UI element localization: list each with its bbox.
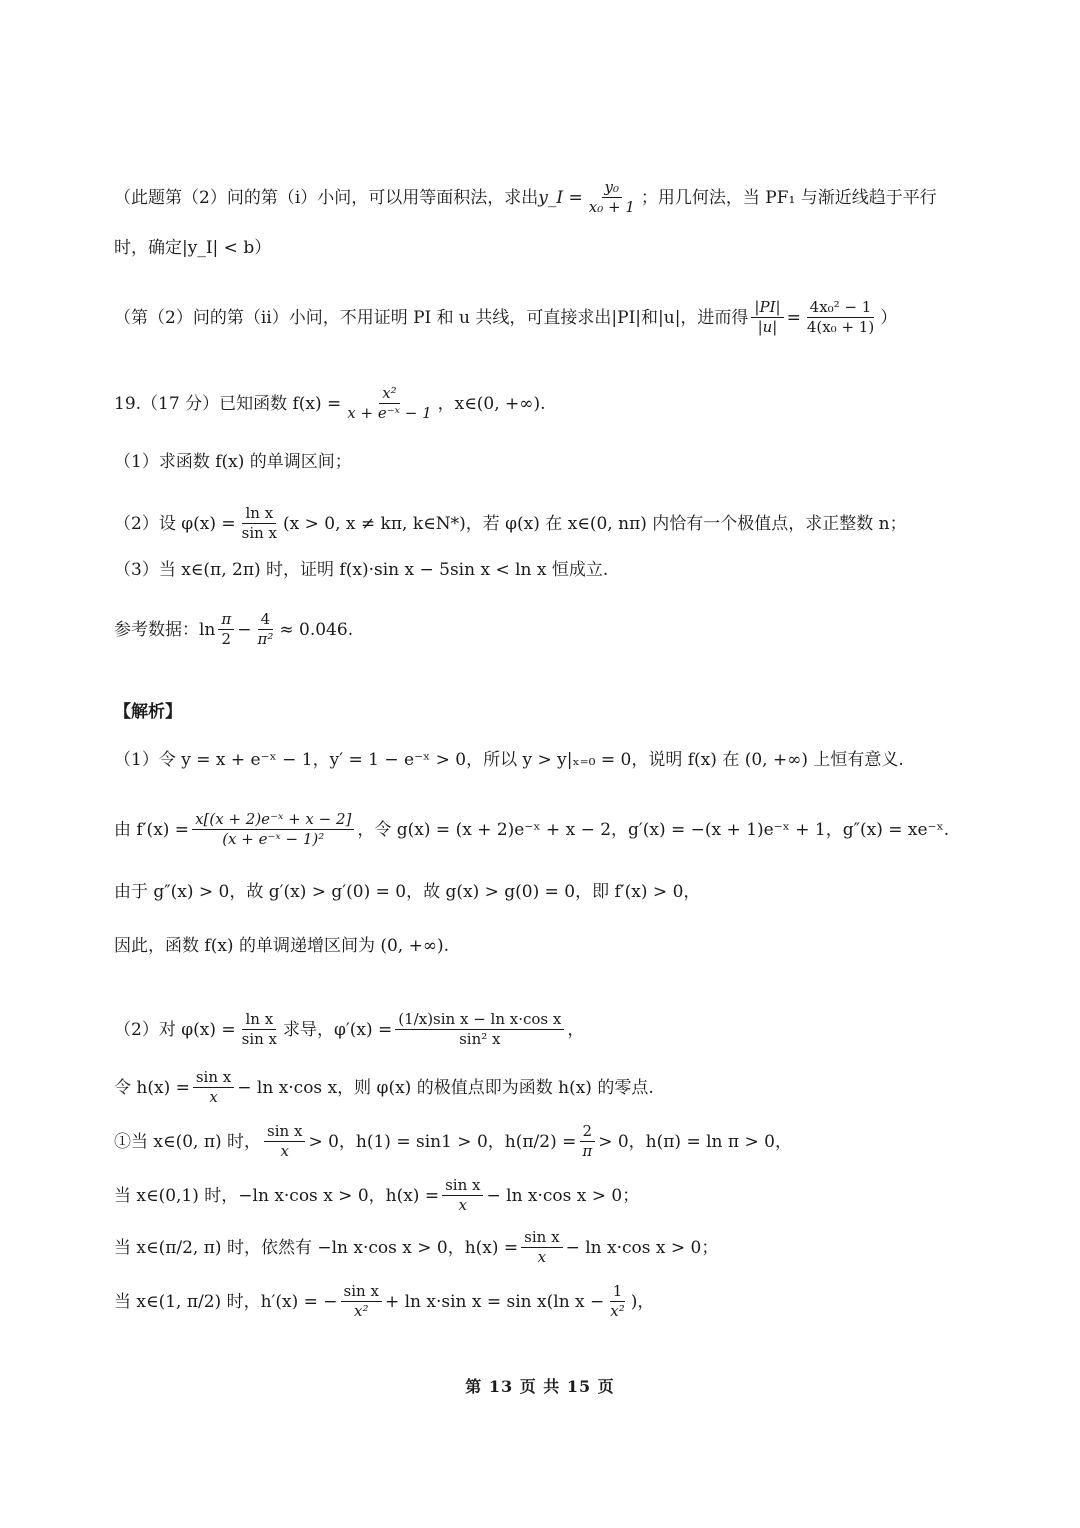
fraction-denominator: (x + e⁻ˣ − 1)² (222, 830, 325, 848)
fraction-numerator: (1/x)sin x − ln x·cos x (395, 1010, 564, 1030)
solution-step-4 (114, 934, 974, 958)
fraction-denominator: 4(x₀ + 1) (806, 318, 875, 336)
fraction-numerator: sin x (264, 1122, 305, 1142)
solution-step-7 (114, 1122, 974, 1161)
q19-part2-fraction (239, 504, 280, 543)
fraction-denominator: sin x (241, 1030, 278, 1048)
solution-step-7-fraction-2 (579, 1122, 595, 1161)
fraction-numerator: 4 (258, 610, 274, 630)
fraction-numerator: |PI| (751, 298, 783, 318)
q19-part3 (114, 558, 974, 582)
fraction-numerator: x[(x + 2)e⁻ˣ + x − 2] (192, 810, 354, 830)
fraction-denominator: |u| (757, 318, 778, 336)
solution-step-3 (114, 880, 974, 904)
solution-step-10-fraction-1 (341, 1282, 382, 1321)
fraction-denominator: x (280, 1142, 289, 1160)
solution-step-2-fraction (192, 810, 354, 849)
solution-step-5-text-a: （2）对 φ(x) = (114, 1019, 236, 1040)
fraction-denominator: x (209, 1088, 218, 1106)
fraction-denominator: x² (610, 1302, 625, 1320)
solution-step-7-text-b: > 0，h(1) = sin1 > 0，h(π/2) = (308, 1131, 577, 1152)
fraction-denominator: sin² x (459, 1030, 501, 1048)
note2-fraction-1 (751, 298, 783, 337)
fraction-denominator: sin x (241, 524, 278, 542)
solution-title-text: 【解析】 (114, 702, 182, 722)
fraction-denominator: x₀ + 1 (588, 198, 635, 216)
page-footer: 第 13 页 共 15 页 (465, 1377, 615, 1396)
solution-step-8-text-a: 当 x∈(0,1) 时，−ln x·cos x > 0，h(x) = (114, 1185, 440, 1206)
fraction-numerator: y₀ (602, 178, 623, 198)
solution-step-2-text-a: 由 f′(x) = (114, 819, 190, 840)
note1-text-b: ；用几何法，当 PF₁ 与渐近线趋于平行 (640, 187, 937, 208)
solution-step-6 (114, 1068, 974, 1107)
solution-step-2-text-b: ，令 g(x) = (x + 2)e⁻ˣ + x − 2，g′(x) = −(x + 1)e⁻ˣ + 1，g″(x) = xe⁻ˣ. (357, 819, 950, 840)
q19-part2 (114, 504, 974, 543)
note2-equals: = (786, 307, 801, 328)
solution-step-10-fraction-2 (607, 1282, 627, 1321)
q19-reference-data (114, 610, 974, 649)
q19-part3-text: （3）当 x∈(π, 2π) 时，证明 f(x)·sin x − 5sin x < ln x 恒成立. (114, 560, 609, 580)
fraction-numerator: ln x (242, 1010, 276, 1030)
solution-step-6-fraction (193, 1068, 234, 1107)
fraction-numerator: 4x₀² − 1 (807, 298, 875, 318)
solution-step-8-text-b: − ln x·cos x > 0； (486, 1185, 640, 1206)
note1-text-a: （此题第（2）问的第（i）小问，可以用等面积法，求出 (114, 187, 539, 208)
fraction-numerator: ln x (242, 504, 276, 524)
q19-part1 (114, 450, 974, 474)
solution-step-10-text-a: 当 x∈(1, π/2) 时，h′(x) = − (114, 1291, 338, 1312)
solution-step-6-text-a: 令 h(x) = (114, 1077, 190, 1098)
solution-step-9-fraction (521, 1228, 562, 1267)
note1-line-2 (114, 236, 974, 260)
note2-fraction-2 (804, 298, 877, 337)
fraction-numerator: 2 (580, 1122, 596, 1142)
solution-step-8 (114, 1176, 974, 1215)
fraction-denominator: π (582, 1142, 593, 1160)
fraction-denominator: x + e⁻ˣ − 1 (347, 404, 432, 422)
solution-step-7-text-c: > 0，h(π) = ln π > 0， (598, 1131, 792, 1152)
fraction-numerator: π (218, 610, 234, 630)
solution-step-10-text-c: )， (630, 1291, 655, 1312)
solution-step-2 (114, 810, 974, 849)
fraction-denominator: x (458, 1196, 468, 1214)
solution-step-9-text-a: 当 x∈(π/2, π) 时，依然有 −ln x·cos x > 0，h(x) = (114, 1237, 519, 1258)
reference-fraction-1 (218, 610, 234, 649)
reference-value: ≈ 0.046. (279, 619, 354, 640)
note2-text-a: （第（2）问的第（ii）小问，不用证明 PI 和 u 共线，可直接求出|PI|和|u|，进而得 (114, 307, 749, 328)
fraction-numerator: sin x (341, 1282, 382, 1302)
solution-step-10 (114, 1282, 974, 1321)
reference-minus: − (237, 619, 252, 640)
solution-step-3-text: 由于 g″(x) > 0，故 g′(x) > g′(0) = 0，故 g(x) > g(0) = 0，即 f′(x) > 0， (114, 882, 701, 902)
solution-step-7-fraction-1 (264, 1122, 305, 1161)
solution-step-5-fraction-2 (395, 1010, 564, 1049)
solution-step-9-text-b: − ln x·cos x > 0； (565, 1237, 719, 1258)
note2-close: ） (880, 307, 898, 328)
solution-title (114, 700, 974, 724)
q19-head: 19.（17 分）已知函数 f(x) = (114, 393, 342, 414)
solution-step-5-text-c: ， (567, 1019, 585, 1040)
solution-step-8-fraction (442, 1176, 483, 1215)
solution-step-1-text: （1）令 y = x + e⁻ˣ − 1，y′ = 1 − e⁻ˣ > 0，所以 y > y|ₓ₌₀ = 0，说明 f(x) 在 (0, +∞) 上恒有意义. (114, 750, 904, 770)
q19-tail: ，x∈(0, +∞). (437, 393, 546, 414)
solution-step-10-text-b: + ln x·sin x = sin x(ln x − (384, 1291, 605, 1312)
solution-step-5-text-b: 求导，φ′(x) = (283, 1019, 393, 1040)
solution-step-5 (114, 1010, 974, 1049)
q19-statement (114, 384, 974, 423)
fraction-numerator: sin x (193, 1068, 234, 1088)
q19-fraction (344, 384, 434, 423)
solution-step-4-text: 因此，函数 f(x) 的单调递增区间为 (0, +∞). (114, 936, 450, 956)
fraction-denominator: x (537, 1248, 547, 1266)
solution-step-6-text-b: − ln x·cos x，则 φ(x) 的极值点即为函数 h(x) 的零点. (237, 1077, 654, 1098)
reference-label: 参考数据：ln (114, 619, 216, 640)
note1-fraction (586, 178, 638, 217)
fraction-numerator: sin x (521, 1228, 562, 1248)
solution-step-9 (114, 1228, 974, 1267)
fraction-numerator: 1 (610, 1282, 626, 1302)
fraction-denominator: 2 (221, 630, 232, 648)
q19-part1-text: （1）求函数 f(x) 的单调区间； (114, 452, 352, 472)
reference-fraction-2 (255, 610, 277, 649)
note2-line (114, 298, 974, 337)
q19-part2-text-b: (x > 0, x ≠ kπ, k∈N*)，若 φ(x) 在 x∈(0, nπ) 内恰有一个极值点，求正整数 n； (283, 513, 907, 534)
solution-step-7-text-a: ①当 x∈(0, π) 时， (114, 1131, 262, 1152)
note1-text-c: 时，确定|y_I| < b） (114, 238, 272, 258)
solution-step-5-fraction-1 (239, 1010, 280, 1049)
fraction-denominator: π² (257, 630, 274, 648)
q19-part2-text-a: （2）设 φ(x) = (114, 513, 236, 534)
fraction-numerator: x² (379, 384, 399, 404)
fraction-numerator: sin x (442, 1176, 483, 1196)
fraction-denominator: x² (354, 1302, 369, 1320)
solution-step-1 (114, 748, 974, 772)
note1-y-lhs: y_I = (538, 187, 583, 208)
note1-line (114, 178, 974, 217)
